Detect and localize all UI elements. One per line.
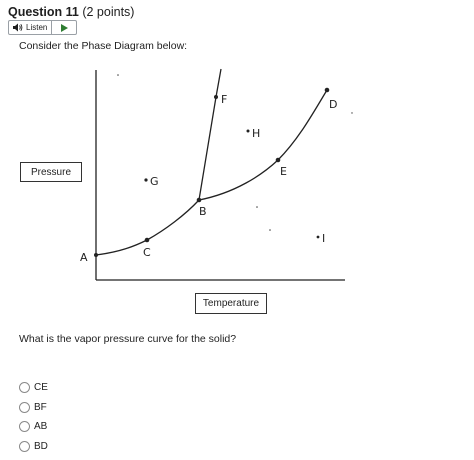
pressure-label: Pressure xyxy=(20,162,82,182)
option-label: CE xyxy=(34,382,48,394)
radio-button[interactable] xyxy=(19,421,30,432)
option-label: AB xyxy=(34,421,48,433)
option-ce[interactable] xyxy=(19,378,48,398)
label-C: C xyxy=(143,246,151,259)
radio-button[interactable] xyxy=(19,402,30,413)
question-text: What is the vapor pressure curve for the solid? xyxy=(19,333,237,345)
label-E: E xyxy=(280,165,287,178)
option-ab[interactable] xyxy=(19,417,48,437)
label-A: A xyxy=(80,251,88,264)
label-I: I xyxy=(322,232,326,245)
play-button[interactable] xyxy=(52,21,76,34)
temperature-label: Temperature xyxy=(195,293,267,314)
speaker-icon xyxy=(13,23,23,32)
label-D: D xyxy=(329,98,338,111)
point-B xyxy=(197,198,202,203)
option-label: BF xyxy=(34,401,47,413)
curve-BD xyxy=(199,90,327,200)
listen-button[interactable] xyxy=(9,21,52,34)
phase-diagram xyxy=(0,55,474,325)
point-D xyxy=(325,88,330,93)
point-G xyxy=(144,178,147,181)
point-C xyxy=(145,238,150,243)
point-F xyxy=(214,95,218,99)
answer-options xyxy=(19,378,48,456)
play-icon xyxy=(61,24,68,32)
question-number: Question 11 xyxy=(8,5,79,19)
listen-toolbar xyxy=(8,20,77,35)
radio-button[interactable] xyxy=(19,441,30,452)
label-G: G xyxy=(150,175,159,188)
label-H: H xyxy=(252,127,261,140)
radio-button[interactable] xyxy=(19,382,30,393)
option-label: BD xyxy=(34,440,48,452)
listen-label: Listen xyxy=(26,23,48,32)
question-header xyxy=(8,5,134,19)
point-E xyxy=(276,158,281,163)
point-H xyxy=(247,130,250,133)
question-points: (2 points) xyxy=(82,5,135,19)
label-F: F xyxy=(221,93,228,106)
point-A xyxy=(94,253,98,257)
point-I xyxy=(317,236,320,239)
option-bf[interactable] xyxy=(19,398,48,418)
question-prompt: Consider the Phase Diagram below: xyxy=(19,40,188,52)
option-bd[interactable] xyxy=(19,437,48,457)
curve-BF xyxy=(199,69,221,200)
label-B: B xyxy=(199,205,207,218)
